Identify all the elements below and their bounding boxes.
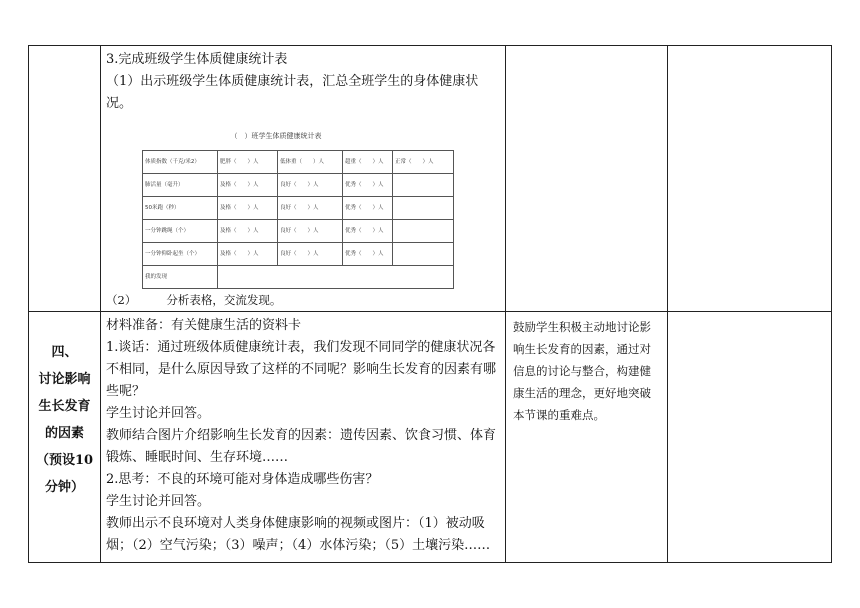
table-cell: 优秀（ ）人 [343, 197, 393, 220]
mini-table-title: （ ）班学生体质健康统计表 [230, 132, 322, 140]
findings-cell [218, 266, 454, 289]
table-cell: 优秀（ ）人 [343, 174, 393, 197]
goal-cell [506, 312, 668, 563]
stage-line: 的因素 [44, 426, 84, 441]
content-cell [101, 312, 506, 563]
table-cell: 超重（ ）人 [343, 151, 393, 174]
notes-cell-empty [668, 46, 832, 312]
stage-line: 分钟） [44, 480, 84, 495]
table-cell: 及格（ ）人 [218, 174, 278, 197]
section-heading: 3.完成班级学生体质健康统计表 [106, 52, 288, 67]
content-line: 2.思考：不良的环境可能对身体造成哪些伤害？ [106, 472, 379, 487]
stage-cell [29, 312, 101, 563]
content-line: 教师出示不良环境对人类身体健康影响的视频或图片：（1）被动吸烟；（2）空气污染；（3）噪声；（4）水体污染；（5）土壤污染…… [106, 516, 491, 553]
content-line: 1.谈话：通过班级体质健康统计表，我们发现不同同学的健康状况各不相同，是什么原因导致了这样的不同呢？影响生长发育的因素有哪些呢？ [106, 340, 497, 399]
table-cell [393, 220, 454, 243]
table-cell: 优秀（ ）人 [343, 243, 393, 266]
table-row [143, 197, 454, 220]
content-cell [101, 46, 506, 312]
content-line: 材料准备：有关健康生活的资料卡 [106, 318, 302, 333]
table-cell: 一分钟仰卧起坐（个） [143, 243, 218, 266]
table-cell: 及格（ ）人 [218, 197, 278, 220]
step-2-text: 分析表格，交流发现。 [166, 293, 282, 307]
table-cell: 一分钟跳绳（个） [143, 220, 218, 243]
notes-cell-empty [668, 312, 832, 563]
content-line: 学生讨论并回答。 [106, 406, 211, 421]
table-cell: 及格（ ）人 [218, 243, 278, 266]
table-cell: 良好（ ）人 [278, 220, 343, 243]
table-row [143, 266, 454, 289]
table-cell: 肥胖（ ）人 [218, 151, 278, 174]
step-1-text: （1）出示班级学生体质健康统计表，汇总全班学生的身体健康状况。 [106, 74, 479, 111]
table-row [143, 220, 454, 243]
table-cell [393, 197, 454, 220]
findings-label: 我的发现 [143, 266, 218, 289]
table-cell: 良好（ ）人 [278, 243, 343, 266]
content-line: 教师结合图片介绍影响生长发育的因素：遗传因素、饮食习惯、体育锻炼、睡眠时间、生存环境…… [106, 428, 497, 465]
stage-line: 生长发育 [38, 399, 91, 414]
table-cell: 低体重（ ）人 [278, 151, 343, 174]
table-cell: 50米跑（秒） [143, 197, 218, 220]
step-2 [106, 289, 500, 311]
table-row [29, 312, 832, 563]
table-cell: 良好（ ）人 [278, 174, 343, 197]
stage-line: （预设10 [35, 453, 94, 468]
goal-cell-empty [506, 46, 668, 312]
lesson-plan-table [28, 45, 832, 563]
goal-text: 鼓励学生积极主动地讨论影响生长发育的因素，通过对信息的讨论与整合，构建健康生活的理念，更好地突破本节课的重难点。 [513, 320, 651, 422]
table-row [143, 174, 454, 197]
table-cell: 良好（ ）人 [278, 197, 343, 220]
table-cell: 正常（ ）人 [393, 151, 454, 174]
table-cell: 优秀（ ）人 [343, 220, 393, 243]
stage-line: 讨论影响 [38, 372, 91, 387]
table-row [29, 46, 832, 312]
table-cell [393, 243, 454, 266]
table-cell: 及格（ ）人 [218, 220, 278, 243]
stage-line: 四、 [51, 345, 78, 360]
step-2-number: （2） [106, 293, 137, 307]
stage-cell-empty [29, 46, 101, 312]
table-row [143, 151, 454, 174]
table-cell: 体质指数（千克/米2） [143, 151, 218, 174]
table-row [143, 243, 454, 266]
table-cell [393, 174, 454, 197]
content-line: 学生讨论并回答。 [106, 494, 211, 509]
table-cell: 肺活量（毫升） [143, 174, 218, 197]
health-stats-table [142, 150, 454, 289]
